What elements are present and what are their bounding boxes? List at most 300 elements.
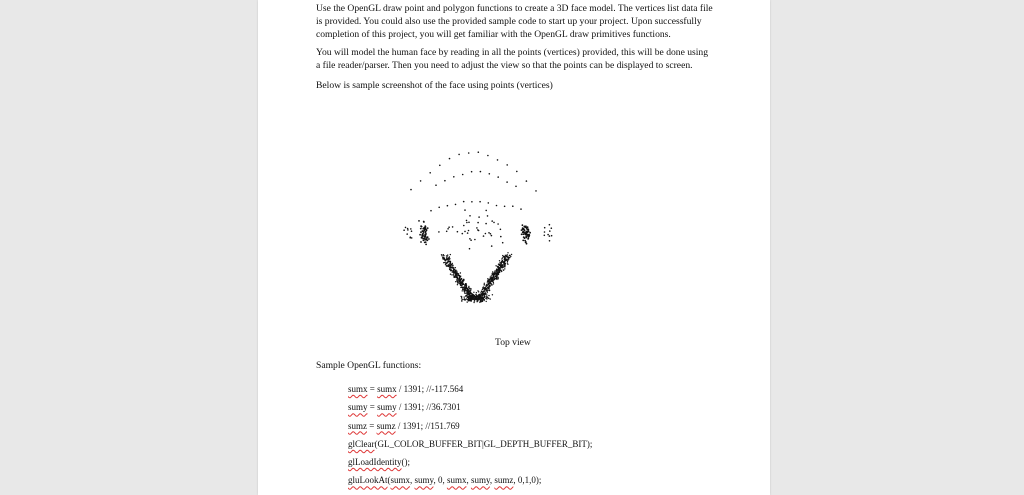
- face-point: [504, 206, 506, 208]
- code-token: , 0,: [433, 475, 447, 486]
- face-point: [500, 229, 502, 231]
- face-point: [489, 173, 491, 175]
- face-point: [462, 280, 463, 281]
- face-point: [422, 234, 424, 236]
- face-point: [457, 284, 458, 285]
- face-point: [425, 244, 427, 246]
- sample-heading: Sample OpenGL functions:: [316, 360, 422, 371]
- face-point: [468, 297, 469, 298]
- face-point: [447, 254, 448, 255]
- face-point: [462, 284, 463, 285]
- face-point: [491, 284, 492, 285]
- face-point: [527, 229, 529, 231]
- face-point: [469, 215, 471, 217]
- face-point: [473, 292, 474, 293]
- face-point: [464, 287, 465, 288]
- face-point: [526, 243, 528, 245]
- face-point: [449, 258, 450, 259]
- face-point: [483, 235, 485, 237]
- face-point: [476, 295, 477, 296]
- face-point: [493, 275, 494, 276]
- face-point: [486, 293, 487, 294]
- face-point: [496, 275, 497, 276]
- face-point: [491, 235, 493, 237]
- code-token: sumx: [348, 384, 368, 394]
- face-point: [443, 254, 444, 255]
- code-token: ,: [410, 475, 415, 486]
- code-token: / 1391; //36.7301: [396, 402, 461, 413]
- face-point: [450, 262, 451, 263]
- face-point: [457, 283, 458, 284]
- face-point: [482, 300, 483, 301]
- face-point: [444, 180, 446, 182]
- face-point: [461, 297, 462, 298]
- face-point: [411, 230, 413, 232]
- face-point: [447, 259, 448, 260]
- face-point: [506, 256, 507, 257]
- code-token: glClear: [348, 438, 375, 449]
- face-point: [516, 171, 518, 173]
- face-point: [512, 205, 514, 207]
- face-point: [468, 222, 470, 224]
- face-point: [471, 299, 472, 300]
- face-point: [499, 265, 500, 266]
- face-point: [502, 260, 503, 261]
- face-point: [487, 288, 488, 289]
- face-point: [488, 295, 489, 296]
- face-point: [406, 233, 408, 235]
- face-point: [497, 159, 499, 161]
- face-point: [488, 283, 489, 284]
- face-point: [425, 234, 427, 236]
- face-point: [499, 260, 500, 261]
- face-point: [449, 158, 451, 160]
- face-point: [498, 278, 499, 279]
- face-point: [523, 233, 525, 235]
- face-point: [477, 298, 478, 299]
- face-point: [501, 258, 502, 259]
- face-point: [467, 299, 468, 300]
- face-point: [528, 234, 530, 236]
- code-token: sumy: [470, 475, 490, 486]
- face-point: [464, 284, 465, 285]
- face-point: [427, 239, 429, 241]
- face-point: [422, 238, 424, 240]
- face-point: [491, 275, 492, 276]
- face-point: [535, 190, 537, 192]
- face-point: [477, 300, 478, 301]
- face-point: [482, 287, 483, 288]
- code-token: sumx: [446, 475, 467, 486]
- face-point: [482, 297, 483, 298]
- face-point: [494, 272, 495, 273]
- face-point: [503, 269, 504, 270]
- face-point: [407, 229, 409, 231]
- face-point: [439, 165, 441, 167]
- face-point: [501, 271, 502, 272]
- face-point: [471, 293, 472, 294]
- face-point: [551, 235, 553, 237]
- face-point: [463, 279, 464, 280]
- face-point: [418, 220, 420, 222]
- face-point: [507, 262, 508, 263]
- face-point: [454, 269, 455, 270]
- code-token: sumy: [414, 475, 434, 486]
- face-point: [423, 240, 425, 242]
- face-point: [484, 289, 485, 290]
- face-point: [468, 296, 469, 297]
- face-point: [498, 267, 499, 268]
- face-point: [474, 298, 475, 299]
- face-point: [529, 232, 531, 234]
- face-point: [507, 264, 508, 265]
- face-point: [544, 235, 546, 237]
- face-point: [549, 240, 551, 242]
- face-point: [484, 299, 485, 300]
- face-point: [427, 236, 429, 238]
- face-point: [419, 234, 421, 236]
- face-points-figure: [376, 138, 576, 310]
- face-point: [464, 209, 466, 211]
- face-point: [500, 266, 501, 267]
- face-point: [458, 154, 460, 156]
- face-point: [507, 252, 508, 253]
- face-point: [495, 273, 496, 274]
- face-point: [485, 233, 487, 235]
- face-point: [422, 228, 424, 230]
- face-point: [528, 236, 530, 238]
- face-point: [407, 228, 409, 230]
- face-point: [487, 292, 488, 293]
- face-point: [515, 186, 517, 188]
- face-point: [506, 164, 508, 166]
- face-point: [484, 291, 485, 292]
- face-point: [507, 260, 508, 261]
- code-line: [348, 398, 592, 416]
- face-point: [481, 291, 482, 292]
- face-point: [460, 272, 461, 273]
- face-point: [420, 231, 422, 233]
- face-point: [455, 269, 456, 270]
- face-point: [483, 297, 484, 298]
- face-point: [526, 180, 528, 182]
- face-point: [502, 264, 503, 265]
- face-point: [428, 238, 430, 240]
- face-point: [481, 293, 482, 294]
- face-point: [469, 288, 470, 289]
- face-point: [452, 226, 454, 228]
- face-point: [459, 277, 460, 278]
- face-point: [469, 296, 470, 297]
- face-point: [455, 281, 456, 282]
- face-point: [423, 221, 425, 223]
- face-point: [486, 295, 487, 296]
- face-point: [551, 227, 553, 229]
- face-point: [497, 176, 499, 178]
- code-line: [348, 453, 592, 471]
- face-point: [488, 297, 489, 298]
- face-point: [486, 298, 487, 299]
- face-point: [547, 234, 549, 236]
- face-point: [448, 226, 450, 228]
- face-point: [501, 262, 502, 263]
- face-point: [438, 207, 440, 209]
- face-point: [403, 229, 405, 231]
- code-token: (GL_COLOR_BUFFER_BIT|GL_DEPTH_BUFFER_BIT);: [374, 438, 593, 449]
- face-point: [486, 288, 487, 289]
- face-point: [435, 184, 437, 186]
- face-point: [505, 258, 506, 259]
- face-point: [501, 265, 502, 266]
- face-point: [457, 231, 459, 233]
- face-point: [490, 298, 491, 299]
- face-point: [424, 225, 426, 227]
- face-point: [468, 152, 470, 154]
- face-point: [438, 231, 440, 233]
- face-point: [523, 236, 525, 238]
- face-point: [479, 294, 480, 295]
- face-point: [450, 264, 451, 265]
- face-point: [465, 287, 466, 288]
- face-point: [451, 270, 452, 271]
- face-point: [504, 266, 505, 267]
- face-point: [464, 231, 466, 233]
- face-point: [504, 257, 505, 258]
- face-point: [459, 283, 460, 284]
- face-point: [502, 267, 503, 268]
- face-point: [446, 262, 447, 263]
- face-point: [456, 272, 457, 273]
- face-point: [479, 302, 480, 303]
- face-point: [465, 293, 466, 294]
- face-point: [449, 267, 450, 268]
- face-point: [446, 265, 447, 266]
- face-point: [457, 280, 458, 281]
- face-point: [469, 294, 470, 295]
- face-point: [471, 171, 473, 173]
- face-point: [469, 292, 470, 293]
- face-point: [491, 278, 492, 279]
- face-point: [487, 281, 488, 282]
- face-point: [510, 256, 511, 257]
- face-point: [461, 283, 462, 284]
- face-point: [489, 290, 490, 291]
- code-token: =: [367, 402, 378, 413]
- code-token: / 1391; //151.769: [395, 420, 460, 431]
- face-point: [489, 280, 490, 281]
- face-point: [443, 257, 444, 258]
- face-point: [499, 270, 500, 271]
- face-point: [488, 232, 490, 234]
- face-point: [490, 233, 492, 235]
- face-point: [473, 302, 474, 303]
- face-point: [449, 261, 450, 262]
- face-point: [474, 239, 476, 241]
- face-point: [481, 297, 482, 298]
- code-token: (: [387, 475, 391, 486]
- face-point: [467, 301, 468, 302]
- face-point: [478, 299, 479, 300]
- face-point: [487, 215, 489, 217]
- face-point: [496, 279, 497, 280]
- face-point: [464, 291, 465, 292]
- face-point: [465, 299, 466, 300]
- face-point: [544, 231, 546, 233]
- face-point: [462, 290, 463, 291]
- code-token: =: [367, 384, 378, 394]
- face-point: [464, 298, 465, 299]
- face-point: [446, 231, 448, 233]
- face-point: [466, 283, 467, 284]
- face-point: [462, 174, 464, 176]
- face-point: [457, 278, 458, 279]
- face-point: [452, 266, 453, 267]
- face-point: [467, 289, 468, 290]
- face-point: [467, 293, 468, 294]
- face-point: [472, 297, 473, 298]
- face-point: [483, 294, 484, 295]
- face-point: [441, 255, 442, 256]
- code-token: sumz: [494, 475, 514, 486]
- document-body: [316, 3, 714, 92]
- face-point: [430, 210, 432, 212]
- face-point: [455, 276, 456, 277]
- face-point: [491, 245, 493, 247]
- face-point: [482, 292, 483, 293]
- face-point: [494, 277, 495, 278]
- face-point: [425, 237, 427, 239]
- face-point: [448, 265, 449, 266]
- face-point: [477, 222, 479, 224]
- face-point: [520, 208, 522, 210]
- face-point: [443, 262, 444, 263]
- code-token: , 0,1,0);: [513, 475, 542, 486]
- paragraph-intro: Use the OpenGL draw point and polygon functions to create a 3D face model. The vertices list data file is provided. You could also use the provided sample code to start up your project. Upon successfully completion of this project, you will get familiar with the OpenGL draw primitives functions.: [316, 3, 713, 40]
- face-point: [446, 257, 447, 258]
- face-point: [448, 260, 449, 261]
- code-token: / 1391; //-117.564: [396, 384, 464, 394]
- code-token: sumz: [348, 420, 367, 431]
- face-point: [482, 289, 483, 290]
- face-point: [467, 291, 468, 292]
- face-point: [462, 299, 463, 300]
- face-point: [465, 296, 466, 297]
- face-point: [449, 256, 450, 257]
- face-point: [452, 263, 453, 264]
- face-point: [455, 267, 456, 268]
- face-point: [486, 284, 487, 285]
- face-point: [464, 296, 465, 297]
- face-point: [471, 201, 473, 203]
- face-point: [497, 273, 498, 274]
- face-point: [500, 236, 502, 238]
- face-point: [507, 261, 508, 262]
- face-point: [478, 216, 480, 218]
- code-token: ,: [466, 475, 471, 486]
- face-point: [425, 241, 427, 243]
- face-point: [464, 292, 465, 293]
- face-point: [498, 269, 499, 270]
- face-point: [478, 230, 480, 232]
- face-point: [470, 289, 471, 290]
- face-point: [498, 274, 499, 275]
- face-point: [544, 227, 546, 229]
- face-point: [458, 273, 459, 274]
- face-point: [498, 271, 499, 272]
- paragraph-model-face: You will model the human face by reading in all the points (vertices) provided, this will be done using a file reader/parser. Then you need to adjust the view so that the points can be displayed to screen.: [316, 46, 709, 71]
- face-point: [525, 231, 527, 233]
- face-point: [450, 274, 451, 275]
- face-point: [504, 268, 505, 269]
- face-point: [522, 227, 524, 229]
- face-point: [476, 292, 477, 293]
- face-point: [456, 274, 457, 275]
- face-point: [487, 155, 489, 157]
- face-point: [466, 286, 467, 287]
- face-point: [495, 265, 496, 266]
- face-point: [455, 204, 457, 206]
- code-token: ();: [401, 457, 410, 468]
- face-point: [452, 265, 453, 266]
- code-line: [348, 471, 592, 489]
- face-point: [479, 296, 480, 297]
- face-point: [474, 295, 475, 296]
- face-point: [504, 261, 505, 262]
- face-point: [420, 241, 422, 243]
- code-token: =: [367, 420, 377, 431]
- face-point: [501, 263, 502, 264]
- face-point: [507, 254, 508, 255]
- face-point: [491, 220, 493, 222]
- face-point: [503, 262, 504, 263]
- face-point: [410, 189, 412, 191]
- face-point: [485, 294, 486, 295]
- face-point: [450, 267, 451, 268]
- face-point: [472, 298, 473, 299]
- face-point: [425, 231, 427, 233]
- face-point: [489, 285, 490, 286]
- code-token: sumy: [377, 402, 397, 413]
- face-point: [509, 255, 510, 256]
- paragraph-screenshot-intro: Below is sample screenshot of the face using points (vertices): [316, 79, 553, 91]
- face-point: [524, 226, 526, 228]
- face-point: [479, 297, 480, 298]
- face-point: [470, 239, 472, 241]
- face-point: [458, 280, 459, 281]
- face-point: [463, 201, 465, 203]
- face-point: [549, 224, 551, 226]
- face-point: [460, 280, 461, 281]
- face-point: [425, 228, 427, 230]
- face-point: [496, 270, 497, 271]
- face-point: [486, 301, 487, 302]
- face-point: [446, 255, 447, 256]
- face-point: [505, 260, 506, 261]
- face-point: [497, 223, 499, 225]
- face-point: [462, 287, 463, 288]
- face-point: [524, 240, 526, 242]
- face-point: [467, 232, 469, 234]
- code-token: ,: [489, 475, 495, 486]
- face-point: [469, 248, 471, 250]
- face-point: [492, 294, 493, 295]
- face-point: [450, 270, 451, 271]
- face-point: [502, 242, 504, 244]
- face-point: [451, 274, 452, 275]
- face-point: [492, 271, 493, 272]
- face-point: [457, 282, 458, 283]
- face-point: [509, 257, 510, 258]
